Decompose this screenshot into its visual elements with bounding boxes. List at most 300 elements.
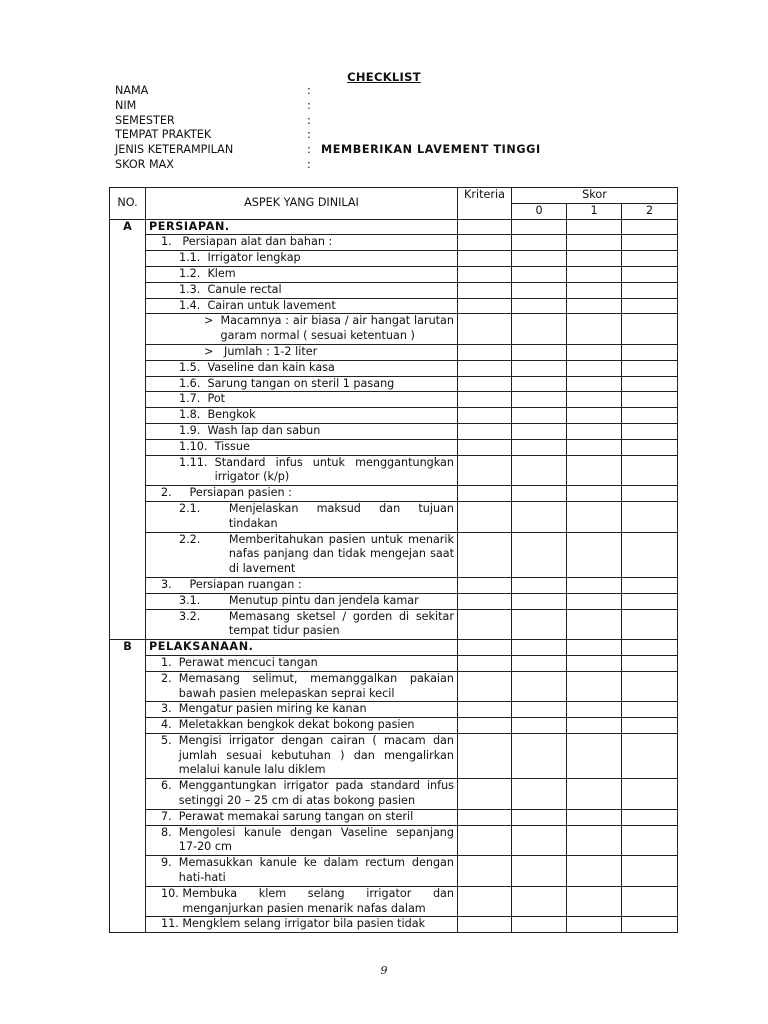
skor-0-cell[interactable] <box>512 809 567 825</box>
kriteria-cell[interactable] <box>458 809 512 825</box>
table-row <box>110 455 678 486</box>
header-label: NAMA <box>115 84 149 97</box>
skor-2-cell[interactable] <box>622 486 678 502</box>
table-row <box>110 640 678 656</box>
skor-1-cell[interactable] <box>567 640 622 656</box>
skor-1-cell[interactable] <box>567 219 622 235</box>
skor-0-cell[interactable] <box>512 733 567 778</box>
header-colon: : <box>307 143 311 157</box>
kriteria-cell[interactable] <box>458 532 512 577</box>
skor-2-cell[interactable] <box>622 577 678 593</box>
item-text: Tissue <box>214 439 250 453</box>
item-number: 2. <box>161 671 179 685</box>
skor-0-cell[interactable] <box>512 455 567 486</box>
header-row <box>115 99 675 114</box>
row-no <box>110 423 146 439</box>
skor-1-cell[interactable] <box>567 779 622 810</box>
item-number: 6. <box>161 779 179 793</box>
skor-1-cell[interactable] <box>567 718 622 734</box>
skor-0-cell[interactable] <box>512 219 567 235</box>
kriteria-cell[interactable] <box>458 344 512 360</box>
row-no <box>110 532 146 577</box>
skor-2-cell[interactable] <box>622 809 678 825</box>
skor-2-cell[interactable] <box>622 360 678 376</box>
skor-2-cell[interactable] <box>622 671 678 702</box>
skor-2-cell[interactable] <box>622 655 678 671</box>
skor-1-cell[interactable] <box>567 702 622 718</box>
aspek-cell <box>146 266 458 282</box>
table-row <box>110 360 678 376</box>
item-number: > <box>204 314 221 328</box>
skor-1-cell[interactable] <box>567 917 622 933</box>
kriteria-cell[interactable] <box>458 314 512 345</box>
aspek-cell <box>146 298 458 314</box>
item-number: 9. <box>161 856 179 870</box>
skor-1-cell[interactable] <box>567 655 622 671</box>
item-text: Wash lap dan sabun <box>207 423 321 437</box>
identity-header <box>115 84 675 173</box>
aspek-cell <box>146 486 458 502</box>
skor-2-cell[interactable] <box>622 501 678 532</box>
aspek-cell <box>146 886 458 917</box>
skor-2-cell[interactable] <box>622 733 678 778</box>
item-text: Memasang selimut, memanggalkan pakaian bawah pasien melepaskan seprai kecil <box>178 671 454 700</box>
row-no <box>110 718 146 734</box>
header-value: MEMBERIKAN LAVEMENT TINGGI <box>321 143 541 157</box>
row-no <box>110 360 146 376</box>
skor-2-cell[interactable] <box>622 235 678 251</box>
table-row <box>110 825 678 856</box>
item-text: Sarung tangan on steril 1 pasang <box>207 376 395 390</box>
item-text: Memberitahukan pasien untuk menarik nafas panjang dan tidak mengejan saat di lavement <box>228 532 454 576</box>
table-row <box>110 532 678 577</box>
skor-0-cell[interactable] <box>512 655 567 671</box>
kriteria-cell[interactable] <box>458 235 512 251</box>
skor-1-cell[interactable] <box>567 423 622 439</box>
header-label: SKOR MAX <box>115 157 174 171</box>
table-row <box>110 702 678 718</box>
kriteria-cell[interactable] <box>458 486 512 502</box>
aspek-cell <box>146 917 458 933</box>
skor-2: 2 <box>622 203 678 219</box>
skor-0-cell[interactable] <box>512 702 567 718</box>
kriteria-cell[interactable] <box>458 360 512 376</box>
table-row <box>110 779 678 810</box>
row-no <box>110 439 146 455</box>
kriteria-cell[interactable] <box>458 856 512 887</box>
skor-0-cell[interactable] <box>512 856 567 887</box>
skor-0-cell[interactable] <box>512 917 567 933</box>
skor-0-cell[interactable] <box>512 640 567 656</box>
skor-1-cell[interactable] <box>567 486 622 502</box>
skor-0-cell[interactable] <box>512 298 567 314</box>
item-text: Perawat mencuci tangan <box>178 655 318 669</box>
item-number: 2. <box>161 486 190 500</box>
skor-2-cell[interactable] <box>622 219 678 235</box>
table-row <box>110 344 678 360</box>
skor-1-cell[interactable] <box>567 439 622 455</box>
aspek-cell <box>146 376 458 392</box>
skor-2-cell[interactable] <box>622 856 678 887</box>
item-number: 1.8. <box>179 408 208 422</box>
item-text: Persiapan pasien : <box>189 486 292 500</box>
section-title: PELAKSANAAN. <box>149 640 254 654</box>
item-number: > <box>204 344 225 358</box>
col-header-skor: Skor <box>512 188 678 204</box>
row-no <box>110 282 146 298</box>
row-no <box>110 235 146 251</box>
aspek-cell <box>146 856 458 887</box>
skor-2-cell[interactable] <box>622 298 678 314</box>
aspek-cell <box>146 439 458 455</box>
item-number: 5. <box>161 733 179 747</box>
skor-0-cell[interactable] <box>512 235 567 251</box>
table-row <box>110 486 678 502</box>
item-text: Cairan untuk lavement <box>207 298 336 312</box>
skor-2-cell[interactable] <box>622 392 678 408</box>
kriteria-cell[interactable] <box>458 718 512 734</box>
row-no <box>110 825 146 856</box>
item-text: Persiapan ruangan : <box>189 577 302 591</box>
skor-2-cell[interactable] <box>622 702 678 718</box>
skor-2-cell[interactable] <box>622 640 678 656</box>
skor-1-cell[interactable] <box>567 408 622 424</box>
item-text: Menutup pintu dan jendela kamar <box>228 593 419 607</box>
kriteria-cell[interactable] <box>458 655 512 671</box>
aspek-cell <box>146 219 458 235</box>
skor-1-cell[interactable] <box>567 609 622 640</box>
item-number: 7. <box>161 809 179 823</box>
skor-1-cell[interactable] <box>567 856 622 887</box>
table-row <box>110 314 678 345</box>
skor-0-cell[interactable] <box>512 671 567 702</box>
skor-2-cell[interactable] <box>622 779 678 810</box>
item-text: Membuka klem selang irrigator dan menganjurkan pasien menarik nafas dalam <box>182 886 454 915</box>
skor-1-cell[interactable] <box>567 314 622 345</box>
item-text: Meletakkan bengkok dekat bokong pasien <box>178 718 415 732</box>
skor-0-cell[interactable] <box>512 609 567 640</box>
item-text: Irrigator lengkap <box>207 251 301 265</box>
page-number: 9 <box>380 964 388 977</box>
skor-1-cell[interactable] <box>567 266 622 282</box>
header-colon: : <box>307 84 311 97</box>
skor-0-cell[interactable] <box>512 577 567 593</box>
skor-2-cell[interactable] <box>622 282 678 298</box>
item-text: Klem <box>207 266 236 280</box>
row-no <box>110 917 146 933</box>
table-row <box>110 577 678 593</box>
kriteria-cell[interactable] <box>458 593 512 609</box>
item-text: Mengisi irrigator dengan cairan ( macam dan jumlah sesuai kebutuhan ) dan mengalirkan melalui kanule lalu diklem <box>178 733 454 777</box>
skor-1-cell[interactable] <box>567 532 622 577</box>
row-no <box>110 886 146 917</box>
skor-0-cell[interactable] <box>512 376 567 392</box>
kriteria-cell[interactable] <box>458 282 512 298</box>
skor-0-cell[interactable] <box>512 423 567 439</box>
aspek-cell <box>146 408 458 424</box>
skor-0-cell[interactable] <box>512 344 567 360</box>
aspek-cell <box>146 455 458 486</box>
row-no <box>110 809 146 825</box>
checklist-title: CHECKLIST <box>347 70 421 84</box>
row-no: A <box>110 219 146 235</box>
kriteria-cell[interactable] <box>458 501 512 532</box>
table-row <box>110 655 678 671</box>
skor-2-cell[interactable] <box>622 532 678 577</box>
skor-1-cell[interactable] <box>567 360 622 376</box>
row-no <box>110 501 146 532</box>
kriteria-cell[interactable] <box>458 702 512 718</box>
item-number: 4. <box>161 718 179 732</box>
skor-2-cell[interactable] <box>622 314 678 345</box>
skor-1-cell[interactable] <box>567 282 622 298</box>
col-header-aspek: ASPEK YANG DINILAI <box>146 188 458 220</box>
item-text: Mengatur pasien miring ke kanan <box>178 702 367 716</box>
aspek-cell <box>146 314 458 345</box>
kriteria-cell[interactable] <box>458 423 512 439</box>
table-row <box>110 671 678 702</box>
row-no <box>110 671 146 702</box>
item-number: 1. <box>161 655 179 669</box>
item-number: 1.2. <box>179 266 208 280</box>
table-row <box>110 886 678 917</box>
item-number: 1.9. <box>179 423 208 437</box>
header-colon: : <box>307 128 311 142</box>
skor-1-cell[interactable] <box>567 392 622 408</box>
aspek-cell <box>146 609 458 640</box>
row-no <box>110 702 146 718</box>
item-text: Memasukkan kanule ke dalam rectum dengan hati-hati <box>178 856 454 885</box>
aspek-cell <box>146 392 458 408</box>
table-row <box>110 408 678 424</box>
skor-0-cell[interactable] <box>512 593 567 609</box>
kriteria-cell[interactable] <box>458 779 512 810</box>
aspek-cell <box>146 809 458 825</box>
item-text: Menjelaskan maksud dan tujuan tindakan <box>228 501 454 530</box>
item-number: 1.3. <box>179 282 208 296</box>
table-row <box>110 235 678 251</box>
aspek-cell <box>146 718 458 734</box>
item-number: 2.1. <box>179 501 229 515</box>
skor-2-cell[interactable] <box>622 376 678 392</box>
skor-2-cell[interactable] <box>622 408 678 424</box>
header-label: SEMESTER <box>115 113 175 127</box>
aspek-cell <box>146 671 458 702</box>
table-row <box>110 718 678 734</box>
aspek-cell <box>146 282 458 298</box>
skor-2-cell[interactable] <box>622 825 678 856</box>
skor-0-cell[interactable] <box>512 251 567 267</box>
skor-2-cell[interactable] <box>622 423 678 439</box>
header-colon: : <box>307 113 311 127</box>
kriteria-cell[interactable] <box>458 917 512 933</box>
aspek-cell <box>146 702 458 718</box>
table-row <box>110 298 678 314</box>
skor-2-cell[interactable] <box>622 886 678 917</box>
skor-1-cell[interactable] <box>567 593 622 609</box>
row-no <box>110 408 146 424</box>
row-no <box>110 314 146 345</box>
item-number: 1.4. <box>179 298 208 312</box>
skor-1-cell[interactable] <box>567 251 622 267</box>
skor-1-cell[interactable] <box>567 886 622 917</box>
item-number: 11. <box>161 917 183 931</box>
header-row <box>115 114 675 129</box>
item-number: 3. <box>161 577 190 591</box>
skor-1-cell[interactable] <box>567 825 622 856</box>
skor-0-cell[interactable] <box>512 718 567 734</box>
skor-0-cell[interactable] <box>512 825 567 856</box>
aspek-cell <box>146 655 458 671</box>
skor-2-cell[interactable] <box>622 718 678 734</box>
kriteria-cell[interactable] <box>458 609 512 640</box>
kriteria-cell[interactable] <box>458 671 512 702</box>
skor-0-cell[interactable] <box>512 886 567 917</box>
table-row <box>110 593 678 609</box>
aspek-cell <box>146 733 458 778</box>
skor-2-cell[interactable] <box>622 609 678 640</box>
kriteria-cell[interactable] <box>458 455 512 486</box>
aspek-cell <box>146 532 458 577</box>
skor-1-cell[interactable] <box>567 733 622 778</box>
row-no: B <box>110 640 146 656</box>
skor-0-cell[interactable] <box>512 360 567 376</box>
kriteria-cell[interactable] <box>458 219 512 235</box>
kriteria-cell[interactable] <box>458 408 512 424</box>
aspek-cell <box>146 423 458 439</box>
checklist-table <box>109 187 678 933</box>
item-text: Vaseline dan kain kasa <box>207 360 335 374</box>
header-colon: : <box>307 157 311 171</box>
header-row <box>115 158 675 173</box>
skor-0-cell[interactable] <box>512 408 567 424</box>
skor-0-cell[interactable] <box>512 532 567 577</box>
skor-2-cell[interactable] <box>622 344 678 360</box>
aspek-cell <box>146 577 458 593</box>
skor-1-cell[interactable] <box>567 455 622 486</box>
item-number: 1.1. <box>179 251 208 265</box>
row-no <box>110 376 146 392</box>
kriteria-cell[interactable] <box>458 298 512 314</box>
table-row <box>110 733 678 778</box>
table-row <box>110 856 678 887</box>
header-row <box>115 143 675 158</box>
item-number: 1.7. <box>179 392 208 406</box>
kriteria-cell[interactable] <box>458 439 512 455</box>
header-colon: : <box>307 98 311 112</box>
table-row <box>110 392 678 408</box>
skor-2-cell[interactable] <box>622 439 678 455</box>
item-number: 3. <box>161 702 179 716</box>
row-no <box>110 392 146 408</box>
item-text: Menggantungkan irrigator pada standard infus setinggi 20 – 25 cm di atas bokong pasien <box>178 779 454 808</box>
item-number: 8. <box>161 825 179 839</box>
skor-2-cell[interactable] <box>622 266 678 282</box>
kriteria-cell[interactable] <box>458 392 512 408</box>
row-no <box>110 856 146 887</box>
skor-1-cell[interactable] <box>567 344 622 360</box>
table-row <box>110 423 678 439</box>
row-no <box>110 266 146 282</box>
item-text: Persiapan alat dan bahan : <box>182 235 333 249</box>
skor-1-cell[interactable] <box>567 809 622 825</box>
skor-2-cell[interactable] <box>622 455 678 486</box>
kriteria-cell[interactable] <box>458 251 512 267</box>
skor-2-cell[interactable] <box>622 251 678 267</box>
aspek-cell <box>146 779 458 810</box>
kriteria-cell[interactable] <box>458 376 512 392</box>
col-header-no: NO. <box>110 188 146 220</box>
kriteria-cell[interactable] <box>458 825 512 856</box>
row-no <box>110 486 146 502</box>
skor-0-cell[interactable] <box>512 486 567 502</box>
item-text: Bengkok <box>207 408 256 422</box>
skor-0-cell[interactable] <box>512 501 567 532</box>
skor-1-cell[interactable] <box>567 577 622 593</box>
skor-0-cell[interactable] <box>512 266 567 282</box>
aspek-cell <box>146 235 458 251</box>
table-row <box>110 439 678 455</box>
skor-0-cell[interactable] <box>512 439 567 455</box>
skor-0-cell[interactable] <box>512 392 567 408</box>
aspek-cell <box>146 344 458 360</box>
aspek-cell <box>146 360 458 376</box>
item-number: 2.2. <box>179 532 229 546</box>
skor-0-cell[interactable] <box>512 314 567 345</box>
item-text: Mengklem selang irrigator bila pasien tidak <box>182 917 426 931</box>
header-row <box>115 128 675 143</box>
col-header-kriteria: Kriteria <box>458 188 512 220</box>
item-text: Macamnya : air biasa / air hangat larutan garam normal ( sesuai ketentuan ) <box>220 314 454 343</box>
skor-0-cell[interactable] <box>512 779 567 810</box>
skor-1-cell[interactable] <box>567 298 622 314</box>
kriteria-cell[interactable] <box>458 886 512 917</box>
kriteria-cell[interactable] <box>458 733 512 778</box>
skor-1-cell[interactable] <box>567 501 622 532</box>
row-no <box>110 298 146 314</box>
kriteria-cell[interactable] <box>458 640 512 656</box>
skor-0-cell[interactable] <box>512 282 567 298</box>
row-no <box>110 779 146 810</box>
item-number: 1.5. <box>179 360 208 374</box>
aspek-cell <box>146 825 458 856</box>
skor-1-cell[interactable] <box>567 376 622 392</box>
table-row <box>110 219 678 235</box>
skor-2-cell[interactable] <box>622 917 678 933</box>
row-no <box>110 577 146 593</box>
kriteria-cell[interactable] <box>458 266 512 282</box>
skor-1: 1 <box>567 203 622 219</box>
skor-2-cell[interactable] <box>622 593 678 609</box>
aspek-cell <box>146 251 458 267</box>
item-number: 1. <box>161 235 183 249</box>
item-number: 3.1. <box>179 593 229 607</box>
skor-1-cell[interactable] <box>567 671 622 702</box>
skor-1-cell[interactable] <box>567 235 622 251</box>
row-no <box>110 251 146 267</box>
item-text: Standard infus untuk menggantungkan irrigator (k/p) <box>214 455 454 484</box>
table-row <box>110 266 678 282</box>
item-text: Jumlah : 1-2 liter <box>224 344 318 358</box>
kriteria-cell[interactable] <box>458 577 512 593</box>
header-row <box>115 84 675 99</box>
table-row <box>110 809 678 825</box>
table-row <box>110 376 678 392</box>
section-title: PERSIAPAN. <box>149 219 230 233</box>
table-row <box>110 282 678 298</box>
row-no <box>110 593 146 609</box>
table-row <box>110 501 678 532</box>
